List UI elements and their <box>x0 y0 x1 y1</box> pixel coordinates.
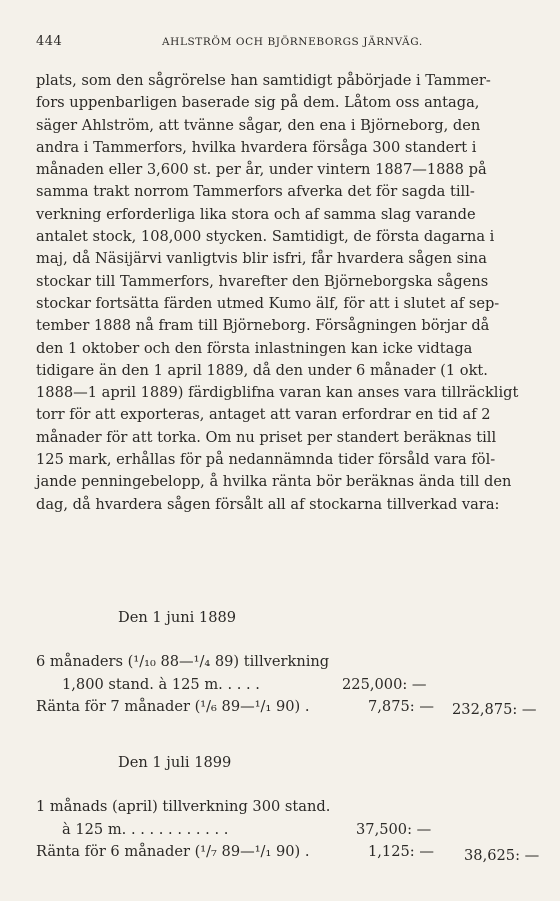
running-title: AHLSTRÖM OCH BJÖRNEBORGS JÄRNVÄG. <box>162 36 423 48</box>
text-line: 1888—1 april 1889) färdigblifna varan kan anses vara tillräckligt <box>36 384 519 402</box>
section-heading: Den 1 juni 1889 <box>118 609 237 626</box>
interest-line <box>36 841 540 864</box>
calculation-block-july <box>36 752 540 864</box>
text-line: verkning erforderliga lika stora och af samma slag varande <box>36 205 476 223</box>
production-line: 1 månads (april) tillverkning 300 stand. <box>36 798 331 816</box>
text-line: dag, då hvardera sågen försålt all af stockarna tillverkad vara: <box>36 495 500 513</box>
production-line: 6 månaders (¹/₁₀ 88—¹/₄ 89) tillverkning <box>36 653 330 671</box>
interest-amount: 1,125: — <box>368 842 434 860</box>
body-paragraph <box>36 70 530 516</box>
text-line: jande penningebelopp, å hvilka ränta bör beräknas ända till den <box>36 473 512 491</box>
text-line: säger Ahlström, att tvänne sågar, den ena i Björneborg, den <box>36 116 481 134</box>
page-number: 444 <box>36 34 63 49</box>
quantity-label: à 125 m. . . . . . . . . . . . <box>62 820 229 838</box>
text-line: stockar till Tammerfors, hvarefter den Björneborgska sågens <box>36 272 489 290</box>
text-line: tember 1888 nå fram till Björneborg. Försågningen börjar då <box>36 317 490 335</box>
text-line: månaden eller 3,600 st. per år, under vintern 1887—1888 på <box>36 161 487 179</box>
text-line: fors uppenbarligen baserade sig på dem. Låtom oss antaga, <box>36 94 480 112</box>
total-amount: 38,625: — <box>464 846 540 864</box>
text-line: samma trakt norrom Tammerfors afverka det för sagda till- <box>36 183 475 201</box>
quantity-amount: 225,000: — <box>342 675 427 693</box>
text-line: 125 mark, erhållas för på nedannämnda tider försåld vara föl- <box>36 451 496 469</box>
quantity-amount: 37,500: — <box>356 820 432 838</box>
text-line: stockar fortsätta färden utmed Kumo älf, för att i slutet af sep- <box>36 294 500 312</box>
quantity-line <box>36 819 530 841</box>
page-header <box>36 34 526 54</box>
quantity-label: 1,800 stand. à 125 m. . . . . <box>62 675 260 693</box>
interest-label: Ränta för 7 månader (¹/₆ 89—¹/₁ 90) . <box>36 697 310 715</box>
section-heading: Den 1 juli 1899 <box>118 754 232 771</box>
text-line: plats, som den sågrörelse han samtidigt påbörjade i Tammer- <box>36 72 491 89</box>
text-line: andra i Tammerfors, hvilka hvardera försåga 300 standert i <box>36 138 477 156</box>
text-line: den 1 oktober och den första inlastningen kan icke vidtaga <box>36 339 473 357</box>
total-amount: 232,875: — <box>452 700 537 718</box>
quantity-line <box>36 674 530 696</box>
text-line: tidigare än den 1 april 1889, då den under 6 månader (1 okt. <box>36 361 488 379</box>
interest-label: Ränta för 6 månader (¹/₇ 89—¹/₁ 90) . <box>36 842 310 860</box>
interest-line <box>36 696 537 718</box>
interest-amount: 7,875: — <box>368 697 434 715</box>
calculation-block-june <box>36 607 537 718</box>
text-line: torr för att exporteras, antaget att varan erfordrar en tid af 2 <box>36 406 491 424</box>
text-line: antalet stock, 108,000 stycken. Samtidigt, de första dagarna i <box>36 228 495 246</box>
text-line: maj, då Näsijärvi vanligtvis blir isfri, får hvardera sågen sina <box>36 250 487 268</box>
text-line: månader för att torka. Om nu priset per standert beräknas till <box>36 428 497 446</box>
